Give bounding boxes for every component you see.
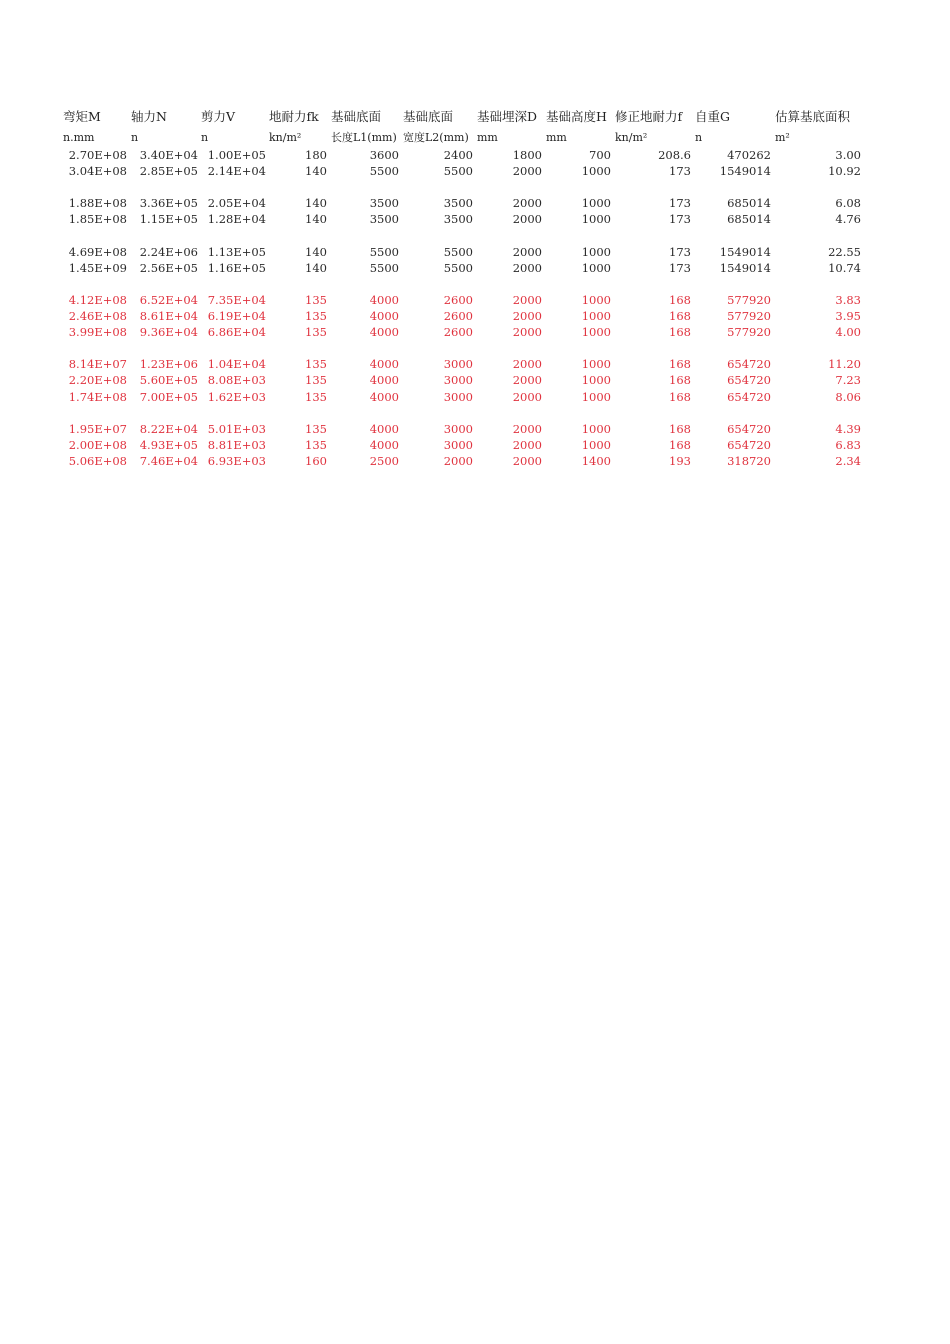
cell-base-length: 4000 [369, 357, 399, 372]
cell-estimated-area: 3.95 [835, 309, 861, 323]
cell-base-width: 5500 [443, 260, 473, 275]
cell-burial-depth: 2000 [512, 373, 542, 388]
cell-foundation-height: 1000 [581, 437, 611, 452]
cell-self-weight: 470262 [727, 148, 771, 162]
cell-axial-force: 2.24E+06 [139, 244, 198, 259]
header-axial-force: 轴力N [131, 109, 167, 124]
cell-burial-depth: 2000 [512, 260, 542, 275]
cell-burial-depth: 1800 [512, 148, 542, 162]
cell-moment: 1.45E+09 [68, 260, 127, 275]
cell-bearing-capacity: 140 [305, 260, 327, 275]
cell-base-width: 2600 [443, 292, 473, 307]
cell-foundation-height: 1000 [581, 389, 611, 404]
cell-axial-force: 2.56E+05 [139, 260, 198, 275]
unit-foundation-height: mm [546, 131, 567, 144]
cell-shear-force: 8.81E+03 [207, 437, 266, 452]
cell-axial-force: 9.36E+04 [139, 325, 198, 340]
cell-foundation-height: 1000 [581, 164, 611, 179]
cell-burial-depth: 2000 [512, 164, 542, 179]
unit-base-width: 宽度L2(mm) [403, 131, 469, 144]
cell-foundation-height: 1000 [581, 244, 611, 259]
cell-moment: 8.14E+07 [68, 357, 127, 372]
cell-foundation-height: 1400 [581, 453, 611, 468]
header-burial-depth: 基础埋深D [477, 109, 538, 124]
cell-corrected-bearing: 173 [669, 164, 691, 179]
cell-self-weight: 318720 [727, 453, 771, 468]
cell-base-width: 3000 [443, 389, 473, 404]
header-base-width: 基础底面 [403, 109, 454, 124]
cell-estimated-area: 7.23 [835, 373, 861, 388]
cell-estimated-area: 4.39 [835, 421, 861, 436]
cell-foundation-height: 1000 [581, 309, 611, 323]
cell-self-weight: 654720 [727, 373, 771, 388]
header-moment: 弯矩M [63, 109, 101, 124]
cell-self-weight: 1549014 [719, 244, 771, 259]
cell-base-width: 2000 [443, 453, 473, 468]
table-row [0, 389, 950, 405]
unit-moment: n.mm [63, 131, 95, 144]
cell-moment: 3.99E+08 [68, 325, 127, 340]
cell-burial-depth: 2000 [512, 453, 542, 468]
cell-shear-force: 1.13E+05 [207, 244, 266, 259]
cell-foundation-height: 700 [589, 148, 611, 162]
cell-foundation-height: 1000 [581, 212, 611, 227]
cell-burial-depth: 2000 [512, 437, 542, 452]
table-row [0, 211, 950, 227]
cell-axial-force: 8.61E+04 [139, 309, 198, 323]
cell-shear-force: 2.14E+04 [207, 164, 266, 179]
cell-shear-force: 1.28E+04 [207, 212, 266, 227]
cell-bearing-capacity: 140 [305, 244, 327, 259]
cell-base-length: 3500 [369, 196, 399, 211]
cell-self-weight: 685014 [727, 196, 771, 211]
cell-shear-force: 1.62E+03 [207, 389, 266, 404]
unit-row [0, 130, 950, 146]
cell-shear-force: 8.08E+03 [207, 373, 266, 388]
table-row [0, 260, 950, 276]
cell-bearing-capacity: 135 [305, 437, 327, 452]
cell-corrected-bearing: 168 [669, 421, 691, 436]
cell-shear-force: 6.19E+04 [207, 309, 266, 323]
cell-bearing-capacity: 160 [305, 453, 327, 468]
cell-shear-force: 6.86E+04 [207, 325, 266, 340]
cell-base-length: 4000 [369, 309, 399, 323]
header-self-weight: 自重G [695, 109, 730, 124]
unit-base-length: 长度L1(mm) [331, 131, 397, 144]
cell-estimated-area: 10.74 [828, 260, 861, 275]
cell-axial-force: 4.93E+05 [139, 437, 198, 452]
cell-axial-force: 3.36E+05 [139, 196, 198, 211]
cell-axial-force: 3.40E+04 [139, 148, 198, 162]
cell-axial-force: 1.23E+06 [139, 357, 198, 372]
cell-moment: 2.46E+08 [68, 309, 127, 323]
cell-shear-force: 7.35E+04 [207, 292, 266, 307]
cell-bearing-capacity: 135 [305, 292, 327, 307]
cell-corrected-bearing: 168 [669, 325, 691, 340]
cell-corrected-bearing: 168 [669, 373, 691, 388]
cell-corrected-bearing: 168 [669, 357, 691, 372]
cell-burial-depth: 2000 [512, 309, 542, 323]
cell-burial-depth: 2000 [512, 357, 542, 372]
cell-bearing-capacity: 135 [305, 389, 327, 404]
cell-moment: 3.04E+08 [68, 164, 127, 179]
table-row [0, 308, 950, 324]
cell-base-length: 3600 [369, 148, 399, 162]
cell-base-width: 3000 [443, 357, 473, 372]
cell-self-weight: 654720 [727, 357, 771, 372]
header-estimated-area: 估算基底面积 [775, 109, 851, 124]
cell-estimated-area: 22.55 [828, 244, 861, 259]
cell-burial-depth: 2000 [512, 325, 542, 340]
cell-estimated-area: 10.92 [828, 164, 861, 179]
cell-corrected-bearing: 173 [669, 260, 691, 275]
cell-base-length: 5500 [369, 244, 399, 259]
cell-corrected-bearing: 193 [669, 453, 691, 468]
header-base-length: 基础底面 [331, 109, 382, 124]
cell-estimated-area: 3.00 [835, 148, 861, 162]
unit-estimated-area: m² [775, 131, 790, 144]
header-corrected-bearing: 修正地耐力f [615, 109, 683, 124]
table-row [0, 453, 950, 469]
cell-foundation-height: 1000 [581, 196, 611, 211]
cell-base-length: 5500 [369, 164, 399, 179]
cell-foundation-height: 1000 [581, 260, 611, 275]
unit-shear-force: n [201, 131, 209, 144]
cell-base-width: 2600 [443, 309, 473, 323]
cell-bearing-capacity: 180 [305, 148, 327, 162]
cell-base-width: 5500 [443, 244, 473, 259]
cell-base-length: 3500 [369, 212, 399, 227]
cell-foundation-height: 1000 [581, 421, 611, 436]
cell-moment: 1.74E+08 [68, 389, 127, 404]
cell-base-length: 2500 [369, 453, 399, 468]
cell-bearing-capacity: 140 [305, 212, 327, 227]
cell-base-length: 5500 [369, 260, 399, 275]
cell-base-width: 3000 [443, 373, 473, 388]
cell-corrected-bearing: 168 [669, 389, 691, 404]
cell-burial-depth: 2000 [512, 244, 542, 259]
cell-burial-depth: 2000 [512, 196, 542, 211]
table-row [0, 421, 950, 437]
unit-corrected-bearing: kn/m² [615, 131, 648, 144]
cell-self-weight: 654720 [727, 437, 771, 452]
cell-bearing-capacity: 135 [305, 325, 327, 340]
cell-axial-force: 7.46E+04 [139, 453, 198, 468]
cell-corrected-bearing: 173 [669, 212, 691, 227]
cell-foundation-height: 1000 [581, 373, 611, 388]
cell-base-length: 4000 [369, 421, 399, 436]
table-row [0, 195, 950, 211]
cell-bearing-capacity: 135 [305, 309, 327, 323]
header-shear-force: 剪力V [201, 109, 236, 124]
cell-base-width: 5500 [443, 164, 473, 179]
cell-self-weight: 685014 [727, 212, 771, 227]
cell-foundation-height: 1000 [581, 292, 611, 307]
cell-self-weight: 654720 [727, 421, 771, 436]
unit-axial-force: n [131, 131, 139, 144]
cell-shear-force: 2.05E+04 [207, 196, 266, 211]
cell-corrected-bearing: 168 [669, 292, 691, 307]
cell-estimated-area: 6.08 [835, 196, 861, 211]
cell-bearing-capacity: 140 [305, 196, 327, 211]
unit-self-weight: n [695, 131, 703, 144]
cell-moment: 5.06E+08 [68, 453, 127, 468]
cell-estimated-area: 11.20 [828, 357, 861, 372]
cell-estimated-area: 4.76 [835, 212, 861, 227]
cell-shear-force: 6.93E+03 [207, 453, 266, 468]
cell-bearing-capacity: 135 [305, 357, 327, 372]
cell-moment: 2.00E+08 [68, 437, 127, 452]
cell-moment: 4.69E+08 [68, 244, 127, 259]
table-row [0, 356, 950, 372]
cell-base-width: 2600 [443, 325, 473, 340]
cell-foundation-height: 1000 [581, 325, 611, 340]
cell-shear-force: 1.00E+05 [207, 148, 266, 162]
cell-base-width: 3500 [443, 196, 473, 211]
cell-base-length: 4000 [369, 373, 399, 388]
cell-corrected-bearing: 208.6 [658, 148, 691, 162]
header-bearing-capacity: 地耐力fk [269, 109, 319, 124]
cell-base-length: 4000 [369, 325, 399, 340]
cell-self-weight: 577920 [727, 309, 771, 323]
cell-axial-force: 6.52E+04 [139, 292, 198, 307]
table-row [0, 163, 950, 179]
cell-moment: 1.85E+08 [68, 212, 127, 227]
cell-burial-depth: 2000 [512, 389, 542, 404]
table-row [0, 324, 950, 340]
header-foundation-height: 基础高度H [546, 109, 607, 124]
cell-self-weight: 654720 [727, 389, 771, 404]
cell-base-length: 4000 [369, 437, 399, 452]
cell-corrected-bearing: 173 [669, 244, 691, 259]
cell-estimated-area: 8.06 [835, 389, 861, 404]
table-row [0, 372, 950, 388]
cell-moment: 1.95E+07 [68, 421, 127, 436]
cell-moment: 2.20E+08 [68, 373, 127, 388]
cell-corrected-bearing: 168 [669, 309, 691, 323]
cell-bearing-capacity: 140 [305, 164, 327, 179]
cell-base-length: 4000 [369, 292, 399, 307]
cell-base-length: 4000 [369, 389, 399, 404]
cell-burial-depth: 2000 [512, 212, 542, 227]
table-row [0, 147, 950, 163]
cell-estimated-area: 2.34 [835, 453, 861, 468]
cell-axial-force: 7.00E+05 [139, 389, 198, 404]
cell-estimated-area: 6.83 [835, 437, 861, 452]
cell-base-width: 3500 [443, 212, 473, 227]
table-row [0, 292, 950, 308]
cell-axial-force: 1.15E+05 [139, 212, 198, 227]
cell-shear-force: 1.16E+05 [207, 260, 266, 275]
unit-bearing-capacity: kn/m² [269, 131, 302, 144]
cell-self-weight: 577920 [727, 325, 771, 340]
cell-self-weight: 1549014 [719, 260, 771, 275]
cell-shear-force: 5.01E+03 [207, 421, 266, 436]
cell-moment: 1.88E+08 [68, 196, 127, 211]
table-row [0, 244, 950, 260]
table-row [0, 437, 950, 453]
cell-estimated-area: 4.00 [835, 325, 861, 340]
cell-self-weight: 1549014 [719, 164, 771, 179]
cell-estimated-area: 3.83 [835, 292, 861, 307]
cell-moment: 4.12E+08 [68, 292, 127, 307]
cell-burial-depth: 2000 [512, 421, 542, 436]
cell-axial-force: 2.85E+05 [139, 164, 198, 179]
cell-axial-force: 5.60E+05 [139, 373, 198, 388]
cell-corrected-bearing: 168 [669, 437, 691, 452]
cell-bearing-capacity: 135 [305, 421, 327, 436]
cell-base-width: 3000 [443, 437, 473, 452]
cell-self-weight: 577920 [727, 292, 771, 307]
header-row [0, 108, 950, 124]
cell-shear-force: 1.04E+04 [207, 357, 266, 372]
cell-moment: 2.70E+08 [68, 148, 127, 162]
cell-bearing-capacity: 135 [305, 373, 327, 388]
cell-corrected-bearing: 173 [669, 196, 691, 211]
cell-foundation-height: 1000 [581, 357, 611, 372]
cell-base-width: 3000 [443, 421, 473, 436]
cell-burial-depth: 2000 [512, 292, 542, 307]
cell-base-width: 2400 [443, 148, 473, 162]
cell-axial-force: 8.22E+04 [139, 421, 198, 436]
unit-burial-depth: mm [477, 131, 498, 144]
